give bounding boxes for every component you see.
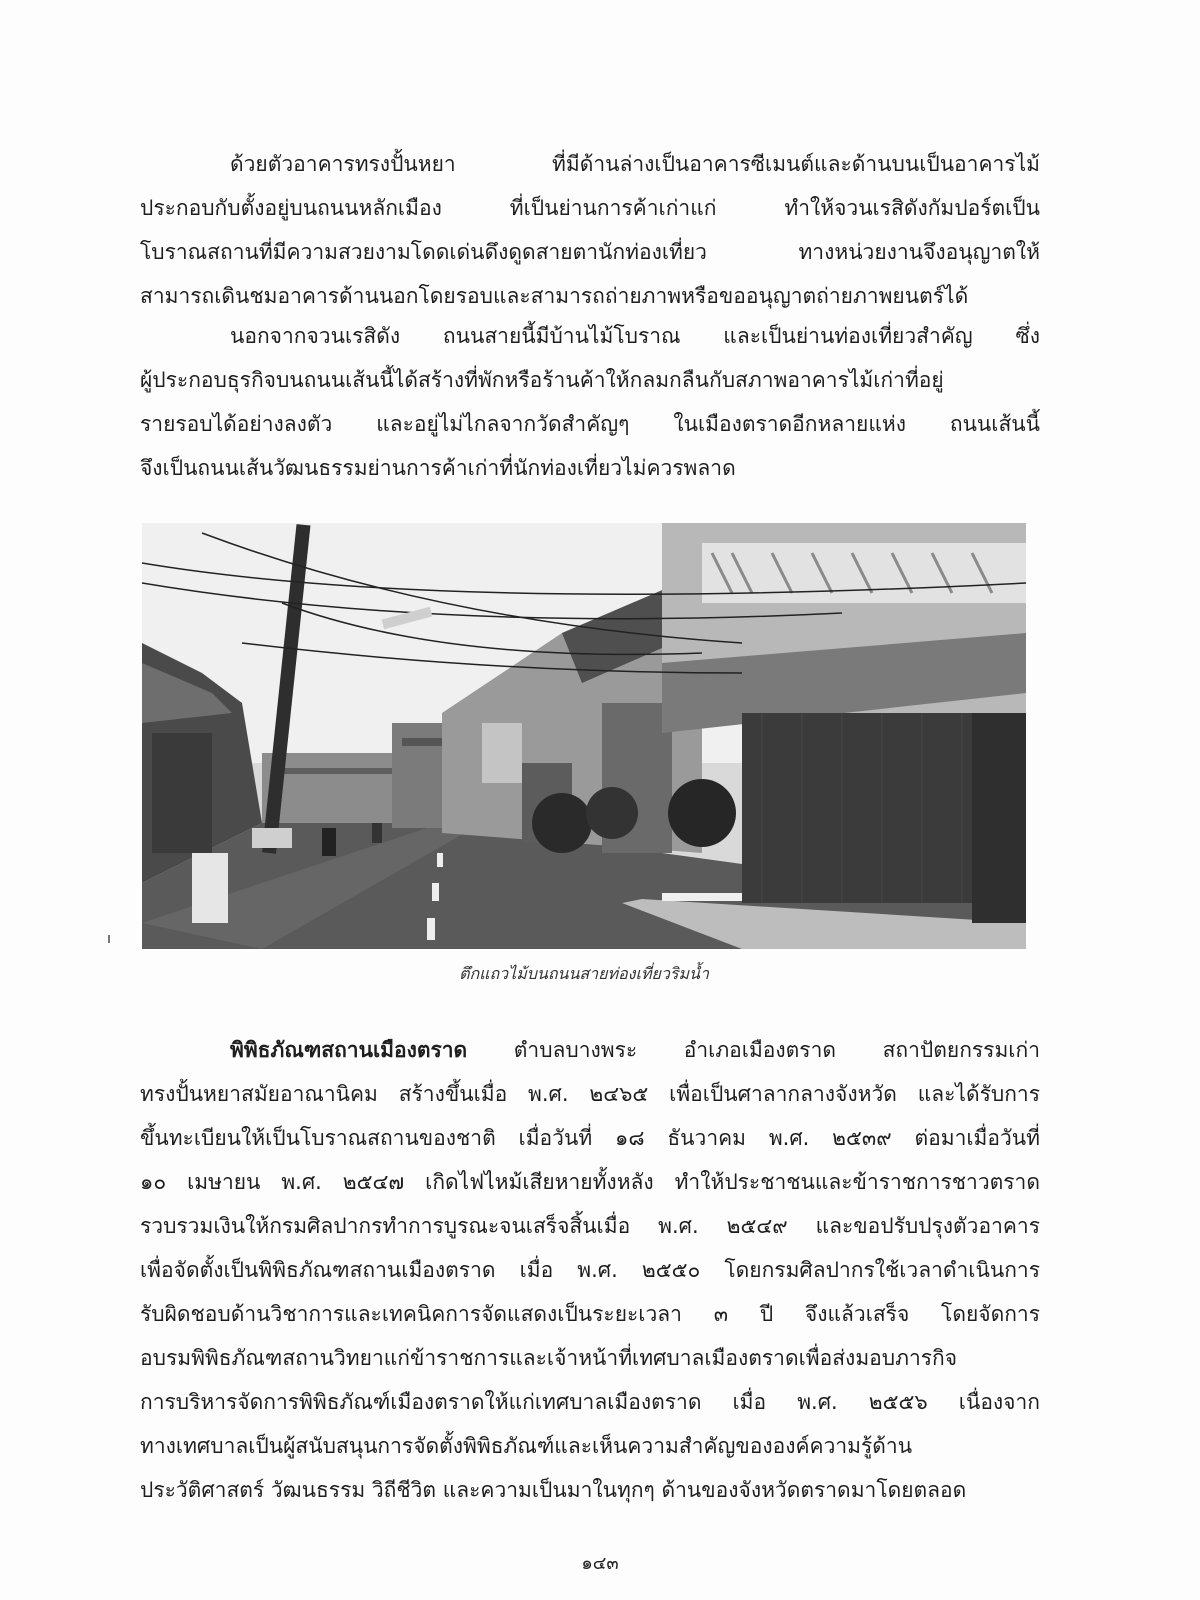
text-line: ประกอบกับตั้งอยู่บนถนนหลักเมือง ที่เป็นย่านการค้าเก่าแก่ ทำให้จวนเรสิดังกัมปอร์ตเป็น	[140, 196, 1040, 220]
text-line: ทางเทศบาลเป็นผู้สนับสนุนการจัดตั้งพิพิธภัณฑ์และเห็นความสำคัญขององค์ความรู้ด้าน	[140, 1434, 913, 1458]
text-line: รวบรวมเงินให้กรมศิลปากรทำการบูรณะจนเสร็จสิ้นเมื่อ พ.ศ. ๒๕๔๙ และขอปรับปรุงตัวอาคาร	[140, 1214, 1040, 1238]
paragraph-heritage-street	[140, 314, 1040, 490]
text-line: อบรมพิพิธภัณฑสถานวิทยาแก่ข้าราชการและเจ้าหน้าที่เทศบาลเมืองตราดเพื่อส่งมอบภารกิจ	[140, 1346, 958, 1370]
text-line: การบริหารจัดการพิพิธภัณฑ์เมืองตราดให้แก่เทศบาลเมืองตราด เมื่อ พ.ศ. ๒๕๕๖ เนื่องจาก	[140, 1390, 1040, 1414]
text-line: ๑๐ เมษายน พ.ศ. ๒๕๔๗ เกิดไฟไหม้เสียหายทั้งหลัง ทำให้ประชาชนและข้าราชการชาวตราด	[140, 1170, 1040, 1194]
text-line: สามารถเดินชมอาคารด้านนอกโดยรอบและสามารถถ่ายภาพหรือขออนุญาตถ่ายภาพยนตร์ได้	[140, 284, 969, 308]
street-photo	[142, 523, 1026, 949]
text-line: จึงเป็นถนนเส้นวัฒนธรรมย่านการค้าเก่าที่นักท่องเที่ยวไม่ควรพลาด	[140, 456, 736, 480]
text-line-rest: ตำบลบางพระ อำเภอเมืองตราด สถาปัตยกรรมเก่า	[467, 1038, 1040, 1062]
text-line: โบราณสถานที่มีความสวยงามโดดเด่นดึงดูดสายตานักท่องเที่ยว ทางหน่วยงานจึงอนุญาตให้	[140, 240, 1040, 264]
page-number: ๑๔๓	[581, 1553, 619, 1574]
text-line: ขึ้นทะเบียนให้เป็นโบราณสถานของชาติ เมื่อวันที่ ๑๘ ธันวาคม พ.ศ. ๒๕๓๙ ต่อมาเมื่อวันที่	[140, 1126, 1040, 1150]
museum-heading: พิพิธภัณฑสถานเมืองตราด	[230, 1038, 468, 1062]
text-line: ทรงปั้นหยาสมัยอาณานิคม สร้างขึ้นเมื่อ พ.ศ. ๒๔๖๕ เพื่อเป็นศาลากลางจังหวัด และได้รับการ	[140, 1082, 1040, 1106]
text-line: ผู้ประกอบธุรกิจบนถนนเส้นนี้ได้สร้างที่พักหรือร้านค้าให้กลมกลืนกับสภาพอาคารไม้เก่าที่อยู่	[140, 368, 944, 392]
paragraph-trat-museum	[140, 1028, 1040, 1512]
photo-caption: ตึกแถวไม้บนถนนสายท่องเที่ยวริมน้ำ	[459, 964, 709, 983]
paragraph-residence-architecture	[140, 142, 1040, 318]
scan-speck	[108, 935, 110, 943]
text-line: นอกจากจวนเรสิดัง ถนนสายนี้มีบ้านไม้โบราณ และเป็นย่านท่องเที่ยวสำคัญ ซึ่ง	[230, 324, 1040, 348]
text-line: เพื่อจัดตั้งเป็นพิพิธภัณฑสถานเมืองตราด เมื่อ พ.ศ. ๒๕๕๐ โดยกรมศิลปากรใช้เวลาดำเนินการ	[140, 1258, 1040, 1282]
text-line	[140, 1028, 1040, 1072]
text-line: รับผิดชอบด้านวิชาการและเทคนิคการจัดแสดงเป็นระยะเวลา ๓ ปี จึงแล้วเสร็จ โดยจัดการ	[140, 1302, 1040, 1326]
text-line: ด้วยตัวอาคารทรงปั้นหยา ที่มีด้านล่างเป็นอาคารซีเมนต์และด้านบนเป็นอาคารไม้	[230, 152, 1040, 176]
text-line: ประวัติศาสตร์ วัฒนธรรม วิถีชีวิต และความเป็นมาในทุกๆ ด้านของจังหวัดตราดมาโดยตลอด	[140, 1478, 967, 1502]
text-line: รายรอบได้อย่างลงตัว และอยู่ไม่ไกลจากวัดสำคัญๆ ในเมืองตราดอีกหลายแห่ง ถนนเส้นนี้	[140, 412, 1040, 436]
